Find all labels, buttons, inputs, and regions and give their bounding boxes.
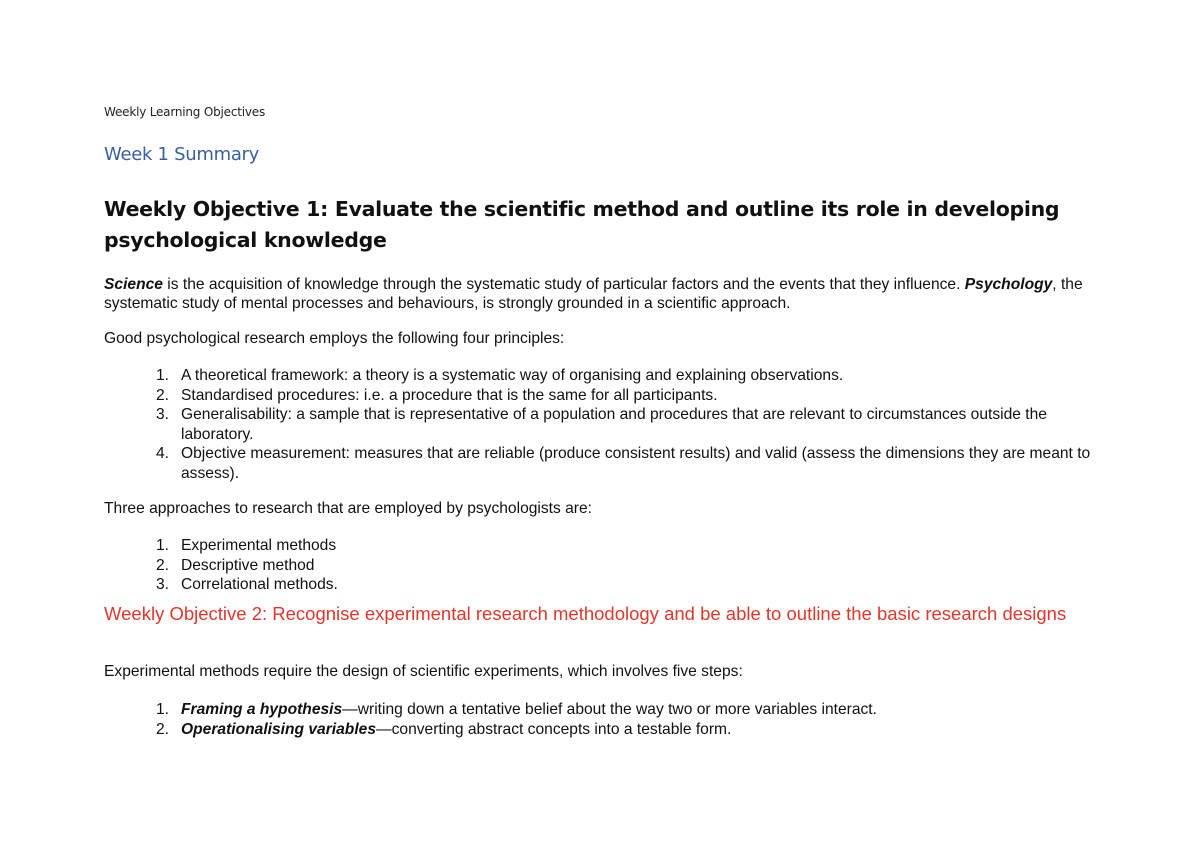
list-item-number: 1. bbox=[156, 701, 170, 718]
list-item bbox=[104, 386, 1094, 406]
list-item bbox=[104, 720, 1094, 740]
list-item bbox=[104, 444, 1094, 483]
psychology-term: Psychology bbox=[964, 276, 1053, 293]
approaches-intro-paragraph: Three approaches to research that are employed by psychologists are: bbox=[104, 500, 593, 517]
document-header-label: Weekly Learning Objectives bbox=[104, 105, 265, 119]
list-item-text: —converting abstract concepts into a testable form. bbox=[376, 720, 732, 738]
experimental-methods-paragraph: Experimental methods require the design of scientific experiments, which involves five steps: bbox=[104, 663, 743, 680]
list-item-number: 2. bbox=[156, 720, 170, 738]
principles-intro-paragraph: Good psychological research employs the following four principles: bbox=[104, 330, 565, 347]
list-item-text: Objective measurement: measures that are reliable (produce consistent results) and valid (assess the dimensions they are meant to assess). bbox=[181, 445, 1091, 482]
list-item-text: Correlational methods. bbox=[181, 576, 338, 593]
step-term: Framing a hypothesis bbox=[181, 701, 343, 718]
list-item-number: 3. bbox=[156, 576, 170, 593]
list-item bbox=[104, 405, 1094, 444]
list-item bbox=[104, 700, 1094, 720]
science-term: Science bbox=[104, 276, 163, 293]
list-item-number: 1. bbox=[156, 367, 170, 384]
list-item-text: Generalisability: a sample that is representative of a population and procedures that are relevant to circumstances outside the laboratory. bbox=[181, 406, 1047, 443]
experiment-steps-list bbox=[104, 700, 1094, 739]
list-item-number: 2. bbox=[156, 556, 170, 574]
approaches-list bbox=[104, 536, 1094, 595]
list-item-text: —writing down a tentative belief about the way two or more variables interact. bbox=[342, 701, 877, 718]
week-summary-heading: Week 1 Summary bbox=[104, 144, 259, 165]
list-item-text: Standardised procedures: i.e. a procedure that is the same for all participants. bbox=[181, 386, 718, 404]
list-item bbox=[104, 536, 1094, 556]
science-definition-paragraph bbox=[104, 275, 1094, 313]
list-item-number: 2. bbox=[156, 386, 170, 404]
list-item-number: 1. bbox=[156, 537, 170, 554]
list-item-text: Descriptive method bbox=[181, 556, 315, 574]
science-definition-text: is the acquisition of knowledge through the systematic study of particular factors and the events that they influence. bbox=[162, 276, 965, 293]
list-item bbox=[104, 556, 1094, 576]
list-item-number: 4. bbox=[156, 445, 170, 462]
list-item-text: Experimental methods bbox=[181, 537, 337, 554]
objective-1-heading: Weekly Objective 1: Evaluate the scientific method and outline its role in developing psychological knowledge bbox=[104, 197, 1060, 252]
psychology-definition-text: , the systematic study of mental processes and behaviours, is strongly grounded in a scientific approach. bbox=[104, 276, 1083, 312]
list-item-number: 3. bbox=[156, 406, 170, 423]
list-item bbox=[104, 366, 1094, 386]
list-item-text: A theoretical framework: a theory is a systematic way of organising and explaining observations. bbox=[181, 367, 844, 384]
step-term: Operationalising variables bbox=[181, 720, 376, 738]
principles-list bbox=[104, 366, 1094, 483]
list-item bbox=[104, 575, 1094, 595]
objective-2-heading: Weekly Objective 2: Recognise experimental research methodology and be able to outline the basic research designs bbox=[104, 603, 1067, 624]
